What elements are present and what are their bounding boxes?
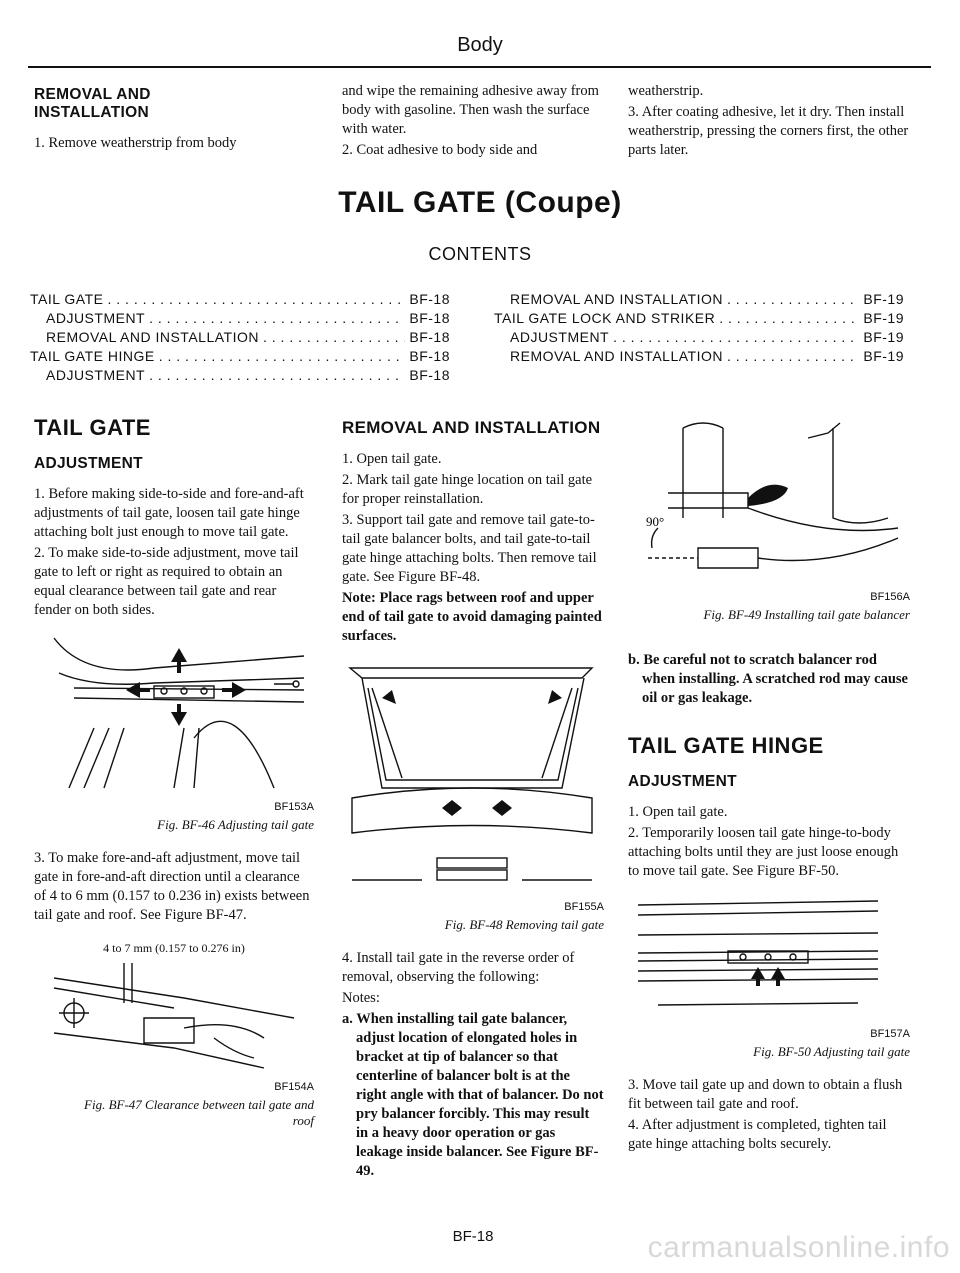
fig48-code: BF155A — [564, 901, 604, 913]
column-hinge — [628, 418, 910, 1156]
removal-installation-heading: REMOVAL AND INSTALLATION — [342, 418, 601, 437]
top-step-1: 1. Remove weatherstrip from body — [34, 135, 237, 151]
col2-note-a: a. When installing tail gate balancer, adjust location of elongated holes in bracket at tip of balancer so that centerline of balancer bolt is at the right angle with that of balancer. Do not pry balancer forcibly. This may result in a heavy door operation or gas leakage inside balancer. See Figure BF-49. — [342, 1011, 604, 1179]
contents-title: CONTENTS — [428, 244, 532, 264]
watermark: carmanualsonline.info — [647, 1231, 950, 1264]
top-left-column — [34, 86, 304, 155]
figure-bf-48 — [342, 658, 604, 933]
tail-gate-adjust-drawing — [34, 628, 314, 798]
remove-tail-gate-drawing — [342, 658, 604, 898]
fig50-caption: Fig. BF-50 Adjusting tail gate — [753, 1044, 910, 1059]
toc-row[interactable]: TAIL GATE LOCK AND STRIKER . . . BF-19 — [494, 309, 904, 328]
removal-heading: REMOVAL AND INSTALLATION — [34, 86, 151, 121]
col1-step-1: 1. Before making side-to-side and fore-and-aft adjustments of tail gate, loosen tail gate hinge attaching bolt just enough to move tail gate. — [34, 486, 304, 540]
page-number: BF-18 — [452, 1228, 494, 1245]
toc-row[interactable]: TAIL GATE . . . BF-18 — [30, 290, 450, 309]
col3-step-2: 2. Temporarily loosen tail gate hinge-to-body attaching bolts until they are just loose enough to move tail gate. See Figure BF-50. — [628, 825, 899, 879]
figure-bf-46 — [34, 628, 314, 833]
fig49-caption: Fig. BF-49 Installing tail gate balancer — [703, 607, 910, 622]
toc-row[interactable]: REMOVAL AND INSTALLATION . . . BF-19 — [494, 290, 904, 309]
contents-left — [30, 290, 450, 385]
fig46-caption: Fig. BF-46 Adjusting tail gate — [157, 817, 314, 832]
col1-step-3: 3. To make fore-and-aft adjustment, move tail gate in fore-and-aft direction until a clearance of 4 to 6 mm (0.157 to 0.236 in) exists between tail gate and roof. See Figure BF-47. — [34, 850, 310, 923]
header-rule — [28, 66, 931, 68]
col3-step-3: 3. Move tail gate up and down to obtain a flush fit between tail gate and roof. — [628, 1077, 903, 1112]
top-right-column — [628, 82, 910, 162]
column-removal — [342, 418, 604, 1183]
top-mid-text: and wipe the remaining adhesive away from body with gasoline. Then wash the surface with water. — [342, 83, 599, 137]
adjustment-heading: ADJUSTMENT — [34, 455, 143, 472]
fig46-code: BF153A — [274, 801, 314, 813]
fig47-dimension: 4 to 7 mm (0.157 to 0.276 in) — [103, 941, 245, 955]
col2-notes-label: Notes: — [342, 990, 380, 1006]
fig48-caption: Fig. BF-48 Removing tail gate — [444, 917, 604, 932]
section-title: TAIL GATE (Coupe) — [338, 186, 622, 219]
clearance-drawing — [34, 958, 314, 1078]
figure-bf-50 — [628, 895, 910, 1060]
fig49-code: BF156A — [870, 591, 910, 603]
figure-bf-49 — [628, 418, 910, 623]
top-right-text: weatherstrip. — [628, 83, 704, 99]
toc-row[interactable]: TAIL GATE HINGE . . . BF-18 — [30, 347, 450, 366]
tail-gate-heading: TAIL GATE — [34, 415, 151, 440]
column-tail-gate — [34, 415, 314, 1129]
col2-step-1: 1. Open tail gate. — [342, 451, 442, 467]
running-header: Body — [457, 34, 503, 56]
col2-step-4: 4. Install tail gate in the reverse order of removal, observing the following: — [342, 950, 575, 985]
fig47-code: BF154A — [274, 1081, 314, 1093]
toc-row[interactable]: ADJUSTMENT . . . BF-18 — [30, 309, 450, 328]
tail-gate-hinge-heading: TAIL GATE HINGE — [628, 733, 824, 758]
toc-row[interactable]: REMOVAL AND INSTALLATION . . . BF-19 — [494, 347, 904, 366]
col3-step-4: 4. After adjustment is completed, tighten tail gate hinge attaching bolts securely. — [628, 1117, 887, 1152]
contents-right — [494, 290, 904, 366]
col2-step-2: 2. Mark tail gate hinge location on tail gate for proper reinstallation. — [342, 472, 593, 507]
fig49-angle: 90° — [646, 514, 665, 529]
col3-step-1: 1. Open tail gate. — [628, 804, 728, 820]
figure-bf-47 — [34, 939, 314, 1129]
top-mid-column — [342, 82, 604, 162]
col2-note: Note: Place rags between roof and upper end of tail gate to avoid damaging painted surfaces. — [342, 590, 602, 644]
hinge-adjustment-heading: ADJUSTMENT — [628, 773, 737, 790]
fig47-caption: Fig. BF-47 Clearance between tail gate and roof — [84, 1097, 314, 1128]
toc-row[interactable]: REMOVAL AND INSTALLATION . . . BF-18 — [30, 328, 450, 347]
hinge-adjust-drawing — [628, 895, 910, 1025]
col1-step-2: 2. To make side-to-side adjustment, move tail gate to left or right as required to obtain an equal clearance between tail gate and rear fender on both sides. — [34, 545, 299, 618]
toc-row[interactable]: ADJUSTMENT . . . BF-18 — [30, 366, 450, 385]
top-mid-step-2: 2. Coat adhesive to body side and — [342, 142, 538, 158]
fig50-code: BF157A — [870, 1028, 910, 1040]
top-right-step-3: 3. After coating adhesive, let it dry. Then install weatherstrip, pressing the corners first, the other parts later. — [628, 104, 909, 158]
toc-row[interactable]: ADJUSTMENT . . . BF-19 — [494, 328, 904, 347]
col3-note-b: b. Be careful not to scratch balancer rod when installing. A scratched rod may cause oil or gas leakage. — [628, 652, 908, 706]
balancer-drawing — [628, 418, 910, 588]
col2-step-3: 3. Support tail gate and remove tail gate-to-tail gate balancer bolts, and tail gate-to-tail gate hinge attaching bolts. Then remove tail gate. See Figure BF-48. — [342, 512, 597, 585]
